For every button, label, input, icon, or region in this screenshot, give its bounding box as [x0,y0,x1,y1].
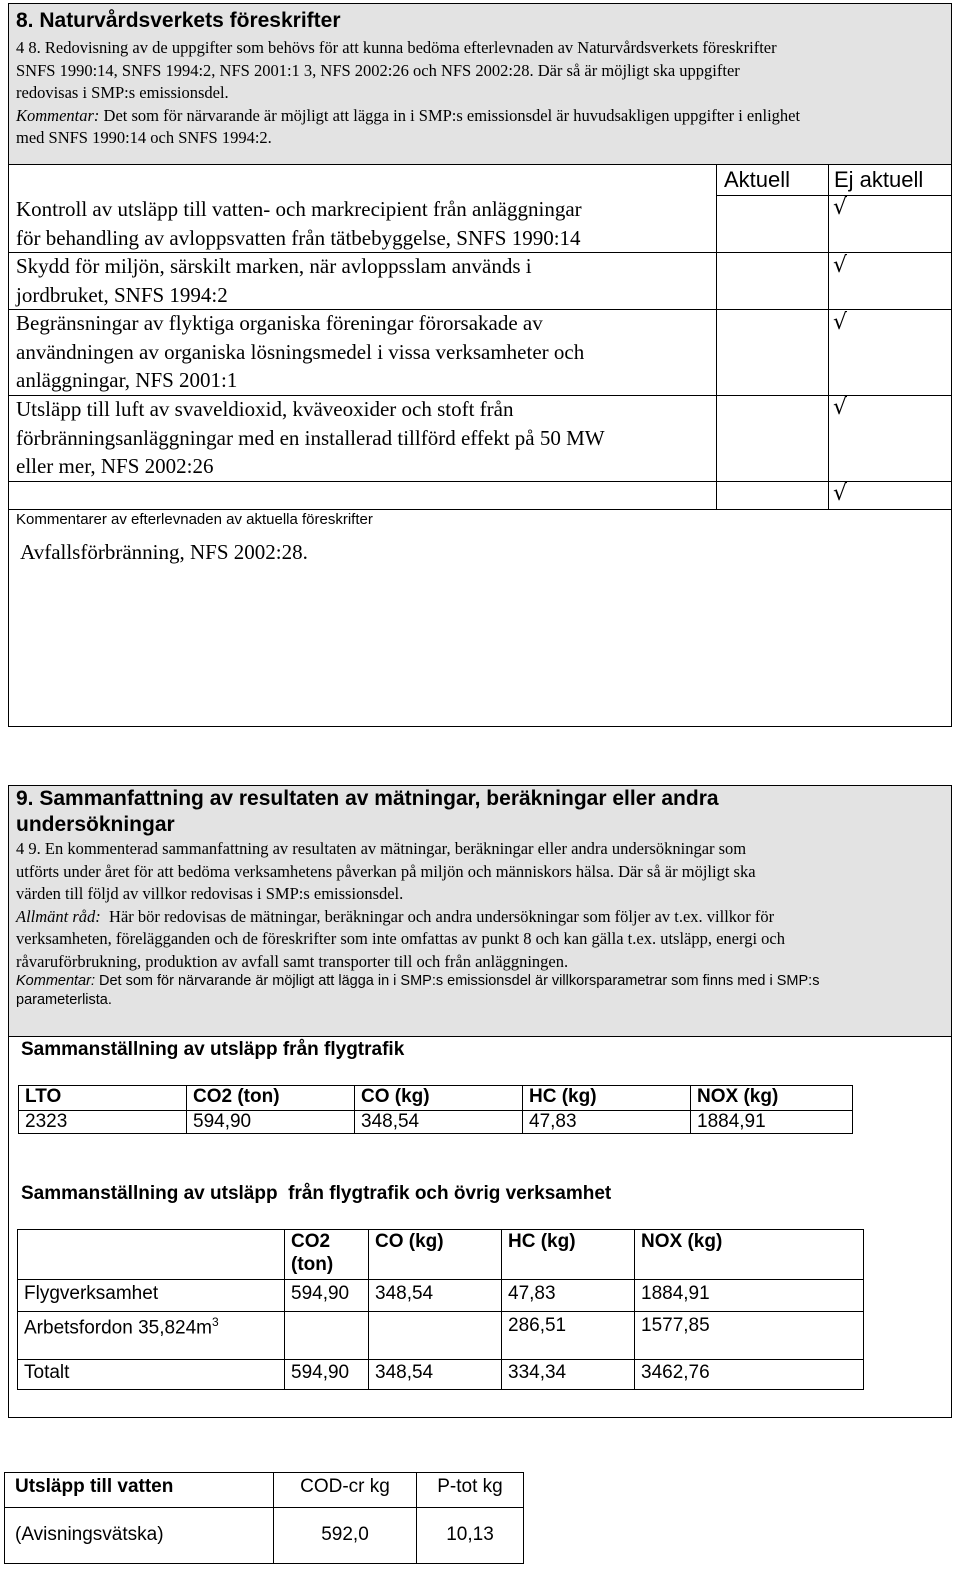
advice-line: verksamheten, förelägganden och de föreskrifter som inte omfattas av punkt 8 och kan gälla t.ex. utsläpp, energi och [16,929,785,948]
advice-line [16,906,785,929]
table-cell: 2323 [19,1111,187,1134]
title-line: undersökningar [16,813,175,836]
table-cell: 1884,91 [691,1111,853,1134]
table-header-cell: CO (kg) [355,1086,523,1111]
table-header-cell: LTO [19,1086,187,1111]
section-9-content [8,1036,952,1418]
table-header-row [18,1230,864,1280]
table-cell [18,1312,285,1360]
vatten-table [4,1472,524,1564]
table-header-cell: COD-cr kg [274,1473,417,1508]
title-line: 9. Sammanfattning av resultaten av mätningar, beräkningar eller andra [16,787,719,810]
regulation-row [16,309,711,395]
row-line: för behandling av avloppsvatten från tätbebyggelse, SNFS 1990:14 [16,225,581,250]
table-header-row [19,1086,853,1111]
section-9-header [8,785,952,1037]
section-8-header [8,3,952,165]
table-row [18,1312,864,1360]
intro-line: värden till följd av villkor redovisas i SMP:s emissionsdel. [16,884,404,903]
section-9-title [16,786,719,838]
table-cell: 594,90 [285,1360,369,1390]
comment-line: parameterlista. [16,992,112,1008]
table-cell: 10,13 [417,1508,524,1564]
table-header-cell: HC (kg) [523,1086,691,1111]
column-header-aktuell: Aktuell [724,167,791,192]
comments-heading: Kommentarer av efterlevnaden av aktuella föreskrifter [16,511,373,528]
table-cell: Flygverksamhet [18,1280,285,1312]
section-9-comment [16,972,819,1010]
table-row [19,1111,853,1134]
ovrig-heading: Sammanställning av utsläpp från flygtrafik och övrig verksamhet [21,1183,612,1204]
row-line: anläggningar, NFS 2001:1 [16,368,238,392]
row-line: Avfallsförbränning, NFS 2002:28. [16,540,308,564]
row-line: förbränningsanläggningar med en installerad tillförd effekt på 50 MW [16,425,605,450]
row-line: eller mer, NFS 2002:26 [16,454,214,478]
col-divider [716,165,717,509]
table-cell: 334,34 [502,1360,635,1390]
comment-line [16,105,800,128]
table-cell: 47,83 [502,1280,635,1312]
regulation-row [16,395,711,481]
cell-text: Arbetsfordon 35,824m [24,1317,213,1339]
comment-label: Kommentar: [16,973,95,989]
table-cell: (Avisningsvätska) [5,1508,274,1564]
intro-line: SNFS 1990:14, SNFS 1994:2, NFS 2001:1 3, NFS 2002:26 och NFS 2002:28. Där så är möjligt ska uppgifter [16,60,740,80]
table-header-cell [285,1230,369,1280]
row-line: jordbruket, SNFS 1994:2 [16,282,228,307]
intro-line: 4 8. Redovisning av de uppgifter som behövs för att kunna bedöma efterlevnaden av Naturvårdsverkets föreskrifter [16,38,777,57]
checkmark-icon: √ [833,253,848,278]
flyg-table [18,1085,853,1134]
flyg-heading: Sammanställning av utsläpp från flygtrafik [21,1039,405,1060]
table-cell: 1884,91 [635,1280,864,1312]
row-line: Kontroll av utsläpp till vatten- och markrecipient från anläggningar [16,197,582,221]
table-header-cell: P-tot kg [417,1473,524,1508]
table-row [18,1280,864,1312]
table-header-cell: CO2 (ton) [187,1086,355,1111]
table-header-cell: Utsläpp till vatten [5,1473,274,1508]
table-header-row [5,1473,524,1508]
table-header-cell: NOX (kg) [635,1230,864,1280]
intro-line: 4 9. En kommenterad sammanfattning av resultaten av mätningar, beräkningar eller andra undersökningar som [16,839,747,858]
table-cell: 592,0 [274,1508,417,1564]
header-line: (ton) [291,1254,334,1275]
table-cell: 286,51 [502,1312,635,1360]
table-cell: 348,54 [355,1111,523,1134]
table-header-cell [18,1230,285,1280]
superscript: 3 [212,1315,219,1329]
advice-text: Här bör redovisas de mätningar, beräkningar och andra undersökningar som följer av t.ex. villkor för [100,906,775,926]
table-cell: 47,83 [523,1111,691,1134]
checkmark-icon: √ [833,481,848,506]
col-divider [828,165,829,509]
table-cell: 1577,85 [635,1312,864,1360]
regulation-row [16,252,711,309]
checkmark-icon: √ [833,195,848,220]
section-8-intro [16,37,800,150]
regulations-box [8,164,952,727]
comment-text: Det som för närvarande är möjligt att lägga in i SMP:s emissionsdel är villkorsparametrar som finns med i SMP:s [94,973,820,989]
intro-line: redovisas i SMP:s emissionsdel. [16,83,229,102]
section-8-title: 8. Naturvårdsverkets föreskrifter [16,9,341,32]
checkmark-icon: √ [833,395,848,420]
comment-text: Det som för närvarande är möjligt att lägga in i SMP:s emissionsdel är huvudsakligen uppgifter i enlighet [99,105,801,125]
table-header-cell: NOX (kg) [691,1086,853,1111]
advice-line: råvaruförbrukning, produktion av avfall samt transporter till och från anläggningen. [16,951,569,971]
advice-label: Allmänt råd: [16,906,101,926]
comment-line [16,972,819,991]
table-cell: 348,54 [369,1360,502,1390]
row-line: Begränsningar av flyktiga organiska föreningar förorsakade av [16,311,543,335]
table-cell [369,1312,502,1360]
table-header-cell: HC (kg) [502,1230,635,1280]
table-cell: 594,90 [187,1111,355,1134]
comment-line: med SNFS 1990:14 och SNFS 1994:2. [16,128,272,147]
section-9-intro [16,838,785,973]
intro-line: utförts under året för att bedöma verksamhetens påverkan på miljön och människors hälsa. Där så är möjligt ska [16,861,756,881]
checkmark-icon: √ [833,310,848,335]
table-cell: 348,54 [369,1280,502,1312]
table-cell: 594,90 [285,1280,369,1312]
table-header-cell: CO (kg) [369,1230,502,1280]
row-line: Utsläpp till luft av svaveldioxid, kväveoxider och stoft från [16,397,514,421]
table-cell: Totalt [18,1360,285,1390]
ovrig-table [17,1229,864,1390]
column-header-ej-aktuell: Ej aktuell [834,167,924,192]
regulation-row [16,195,711,252]
table-row [18,1360,864,1390]
table-row [5,1508,524,1564]
regulation-row [16,481,711,624]
header-line: CO2 [291,1231,331,1252]
table-cell: 3462,76 [635,1360,864,1390]
row-line: Skydd för miljön, särskilt marken, när avloppsslam används i [16,254,532,278]
comment-label: Kommentar: [16,105,100,125]
row-line: användningen av organiska lösningsmedel i vissa verksamheter och [16,339,585,364]
table-cell [285,1312,369,1360]
